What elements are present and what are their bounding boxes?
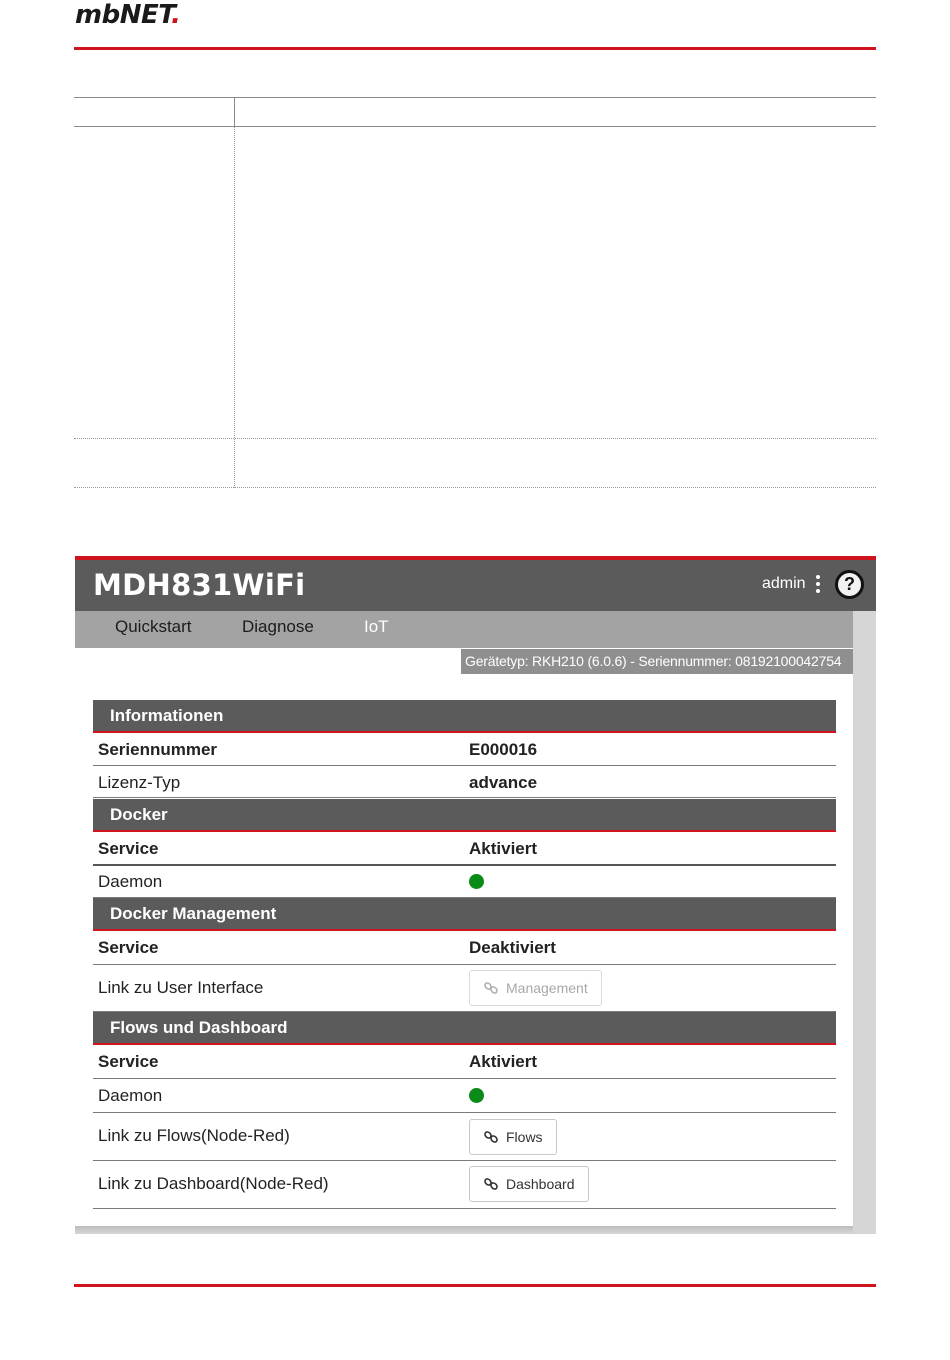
- app-header: [75, 560, 876, 611]
- docker-daemon-status-icon: [469, 874, 484, 889]
- user-menu[interactable]: admin: [762, 575, 806, 592]
- table-row: [93, 965, 836, 1012]
- management-button-label: Management: [506, 980, 588, 996]
- doc-table-border-bottom: [74, 487, 876, 488]
- panel-shadow: [75, 1226, 853, 1234]
- section-informationen: Informationen: [93, 700, 836, 733]
- table-row: [93, 766, 836, 798]
- iot-screenshot: [75, 556, 876, 1234]
- nav-quickstart[interactable]: Quickstart: [115, 617, 192, 636]
- docker-service-label: Service: [98, 839, 159, 858]
- dashboard-button[interactable]: [469, 1166, 589, 1202]
- nav-diagnose[interactable]: Diagnose: [242, 617, 314, 636]
- mbnet-logo: mbNET.: [75, 0, 181, 30]
- table-row: [93, 1113, 836, 1161]
- doc-table-column-divider: [234, 97, 235, 488]
- management-button[interactable]: [469, 970, 602, 1006]
- link-icon: [483, 981, 499, 995]
- main-nav: [75, 611, 853, 648]
- docker-daemon-label: Daemon: [98, 872, 163, 891]
- serial-label: Seriennummer: [98, 740, 218, 759]
- nav-iot[interactable]: IoT: [364, 617, 389, 636]
- doc-table-header-divider: [234, 97, 235, 127]
- doc-table-header-border: [74, 126, 876, 127]
- dashboard-link-label: Link zu Dashboard(Node-Red): [98, 1174, 329, 1193]
- section-docker-management: Docker Management: [93, 898, 836, 931]
- section-flows-dashboard: Flows und Dashboard: [93, 1012, 836, 1045]
- help-icon[interactable]: ?: [835, 570, 864, 599]
- table-row: [93, 866, 836, 898]
- serial-value: E000016: [469, 740, 538, 759]
- table-row: [93, 735, 836, 766]
- flows-daemon-status-icon: [469, 1088, 484, 1103]
- flows-button[interactable]: [469, 1119, 557, 1155]
- section-docker: Docker: [93, 799, 836, 832]
- link-icon: [483, 1177, 499, 1191]
- flows-daemon-label: Daemon: [98, 1086, 163, 1105]
- table-row: [93, 1161, 836, 1209]
- table-row: [93, 933, 836, 965]
- flows-button-label: Flows: [506, 1129, 543, 1145]
- flows-service-value: Aktiviert: [469, 1052, 538, 1071]
- flows-link-label: Link zu Flows(Node-Red): [98, 1126, 290, 1145]
- doc-table-row-divider: [74, 438, 876, 439]
- flows-service-label: Service: [98, 1052, 159, 1071]
- more-vert-icon[interactable]: [815, 575, 821, 595]
- table-row: [93, 1047, 836, 1079]
- docker-service-value: Aktiviert: [469, 839, 538, 858]
- license-label: Lizenz-Typ: [98, 773, 181, 792]
- mgmt-link-label: Link zu User Interface: [98, 978, 264, 997]
- license-value: advance: [469, 773, 538, 792]
- mgmt-service-label: Service: [98, 938, 159, 957]
- doc-table-border-top: [74, 97, 876, 98]
- dashboard-button-label: Dashboard: [506, 1176, 575, 1192]
- header-rule: [74, 47, 876, 50]
- footer-rule: [74, 1284, 876, 1287]
- mgmt-service-value: Deaktiviert: [469, 938, 556, 957]
- link-icon: [483, 1130, 499, 1144]
- device-name: MDH831WiFi: [93, 568, 306, 602]
- content-panel: [75, 648, 853, 1226]
- device-info-bar: Gerätetyp: RKH210 (6.0.6) - Seriennummer: 08192100042754: [461, 649, 853, 674]
- table-row: [93, 1079, 836, 1113]
- table-row: [93, 834, 836, 866]
